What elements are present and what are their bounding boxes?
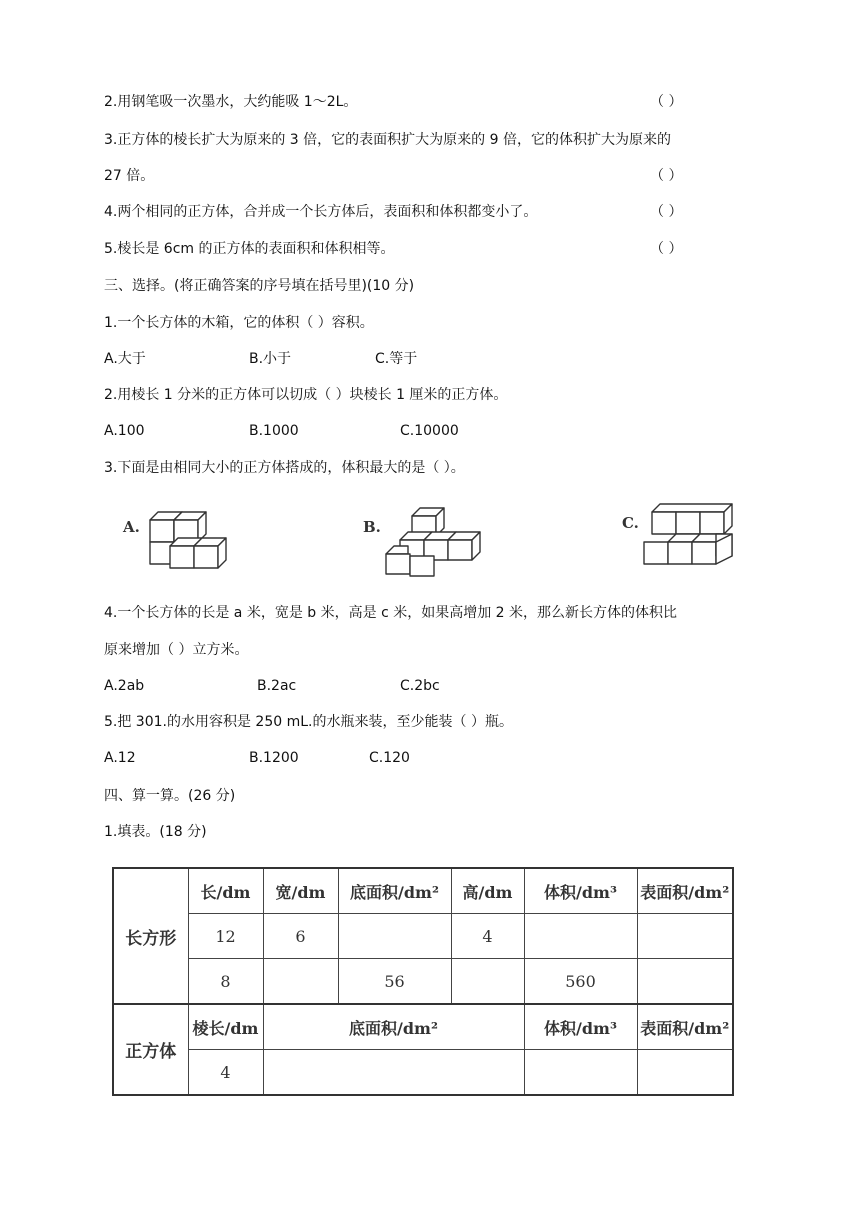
option-c[interactable]: C.10000 [400,423,459,439]
judge-q3-line2: 27 倍。 [104,168,155,184]
option-a[interactable]: A.2ab [104,678,145,694]
answer-paren[interactable]: （ ） [650,204,683,220]
table-cell-blank[interactable] [338,914,451,959]
figure-c-label[interactable]: C. [622,514,639,532]
cube-row-label: 正方体 [113,1004,188,1095]
table-cell: 56 [338,959,451,1005]
table-cell-blank[interactable] [637,1050,733,1096]
header-height: 高/dm [451,868,524,914]
figure-b-label[interactable]: B. [363,518,381,536]
table-cell-blank[interactable] [451,959,524,1005]
judge-q4: 4.两个相同的正方体，合并成一个长方体后，表面积和体积都变小了。 [104,204,538,220]
judge-q5: 5.棱长是 6cm 的正方体的表面积和体积相等。 [104,241,395,257]
answer-paren[interactable]: （ ） [650,94,683,110]
table-cell: 4 [188,1050,263,1096]
table-cell-blank[interactable] [524,914,637,959]
choice-q2: 2.用棱长 1 分米的正方体可以切成（ ）块棱长 1 厘米的正方体。 [104,387,508,403]
section-heading-calc: 四、算一算。(26 分) [104,788,236,804]
table-cell: 8 [188,959,263,1005]
header-edge-length: 棱长/dm [188,1004,263,1050]
fill-in-table [112,867,734,1096]
option-b[interactable]: B.2ac [257,678,297,694]
header-width: 宽/dm [263,868,338,914]
table-cell-blank[interactable] [524,1050,637,1096]
answer-paren[interactable]: （ ） [650,168,683,184]
header-volume: 体积/dm³ [524,1004,637,1050]
table-cell-blank[interactable] [637,959,733,1005]
table-cell: 12 [188,914,263,959]
table-cell: 6 [263,914,338,959]
header-volume: 体积/dm³ [524,868,637,914]
table-cell-blank[interactable] [263,959,338,1005]
cube-stack-figure-a [140,500,250,580]
option-c[interactable]: C.等于 [375,351,418,367]
option-b[interactable]: B.1200 [249,750,299,766]
option-a[interactable]: A.12 [104,750,136,766]
subsection-fill-table: 1.填表。(18 分) [104,824,207,840]
header-base-area: 底面积/dm² [338,868,451,914]
cube-stack-figure-c [640,498,750,578]
option-c[interactable]: C.2bc [400,678,440,694]
section-heading-choice: 三、选择。(将正确答案的序号填在括号里)(10 分) [104,278,415,294]
choice-q5: 5.把 301.的水用容积是 250 mL.的水瓶来装，至少能装（ ）瓶。 [104,714,513,730]
cuboid-row-label: 长方形 [113,868,188,1004]
answer-paren[interactable]: （ ） [650,241,683,257]
option-c[interactable]: C.120 [369,750,410,766]
header-surface-area: 表面积/dm² [637,868,733,914]
option-a[interactable]: A.100 [104,423,145,439]
table-cell-blank[interactable] [263,1050,524,1096]
judge-q2: 2.用钢笔吸一次墨水，大约能吸 1～2L。 [104,94,358,110]
figure-a-label[interactable]: A. [123,518,140,536]
choice-q4-line2: 原来增加（ ）立方米。 [104,642,249,658]
cube-stack-figure-b [380,500,490,580]
choice-q1: 1.一个长方体的木箱，它的体积（ ）容积。 [104,315,374,331]
header-base-area: 底面积/dm² [263,1004,524,1050]
header-surface-area: 表面积/dm² [637,1004,733,1050]
header-length: 长/dm [188,868,263,914]
option-a[interactable]: A.大于 [104,351,146,367]
table-cell-blank[interactable] [637,914,733,959]
judge-q3-line1: 3.正方体的棱长扩大为原来的 3 倍，它的表面积扩大为原来的 9 倍，它的体积扩大为原来的 [104,132,671,148]
option-b[interactable]: B.小于 [249,351,292,367]
option-b[interactable]: B.1000 [249,423,299,439]
choice-q4-line1: 4.一个长方体的长是 a 米，宽是 b 米，高是 c 米，如果高增加 2 米，那么新长方体的体积比 [104,605,678,621]
table-cell: 560 [524,959,637,1005]
choice-q3: 3.下面是由相同大小的正方体搭成的，体积最大的是（ ）。 [104,460,465,476]
table-cell: 4 [451,914,524,959]
